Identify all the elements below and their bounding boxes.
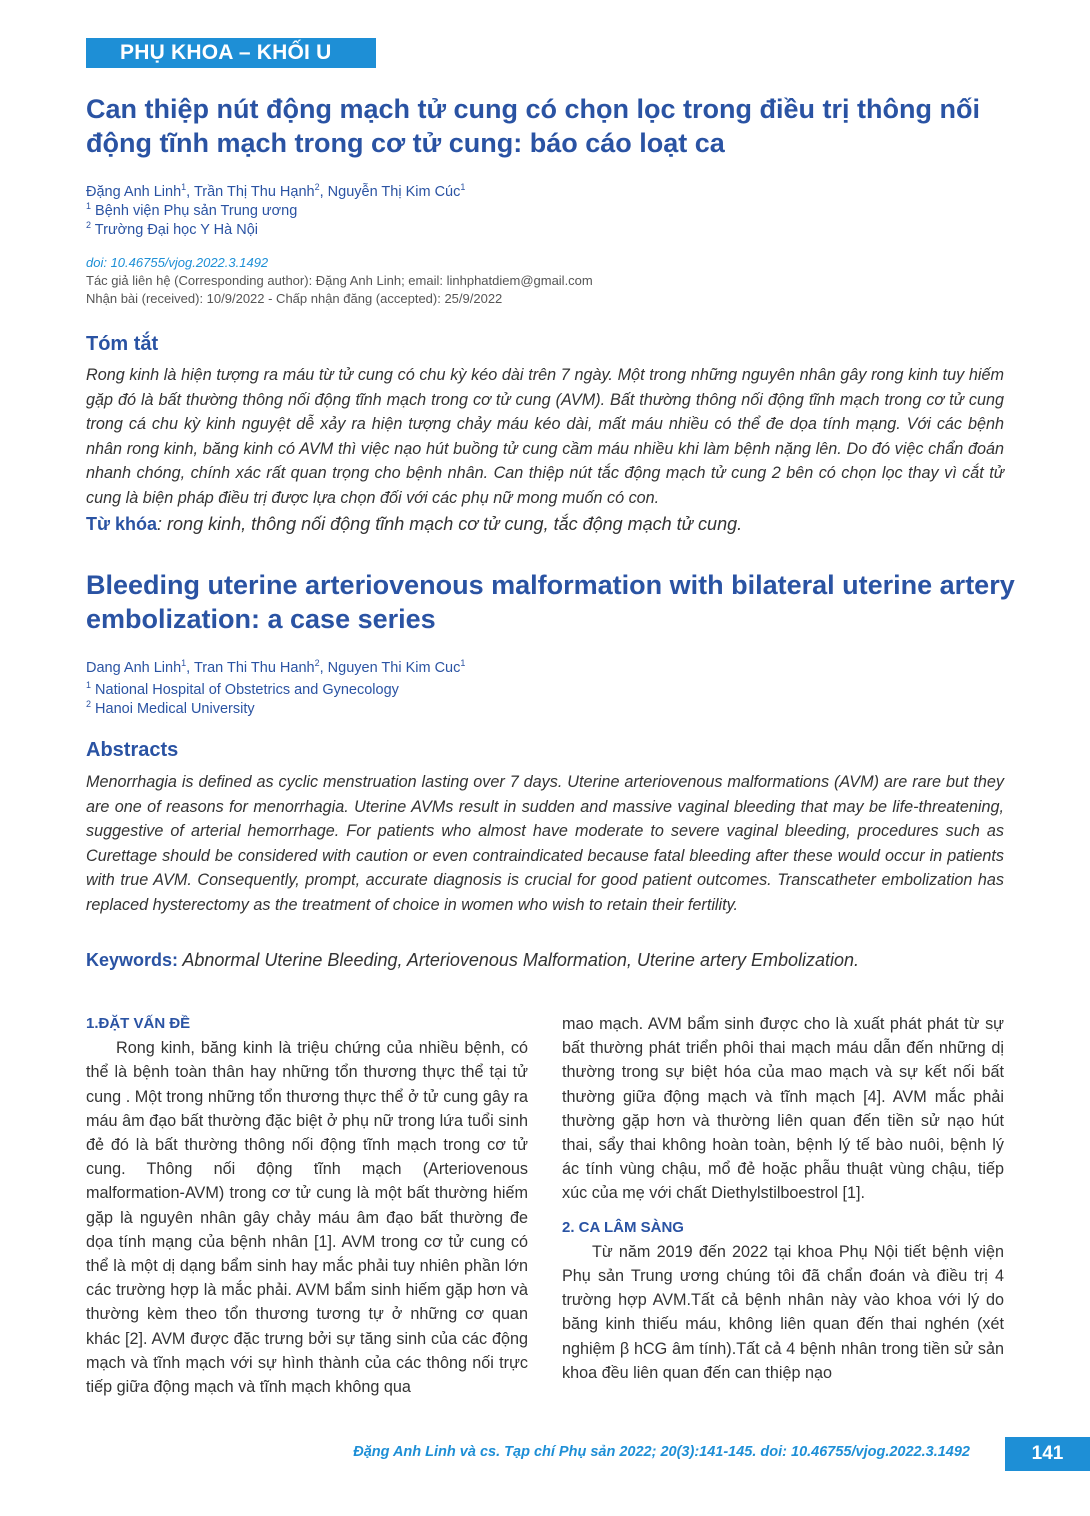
- abstract-heading-en: Abstracts: [86, 739, 179, 761]
- abstract-en: Menorrhagia is defined as cyclic menstruation lasting over 7 days. Uterine arteriovenous malformations (AVM) are rare but they are one of reasons for menorrhagia. Uterine AVMs result in sudden and massive vaginal bleeding that may be life-threatening, suggestive of arterial hemorrhage. For patients who almost have moderate to severe vaginal bleeding, procedures such as Curettage should be considered with caution or even contraindicated because fatal bleeding after these would occur in patients with true AVM. Consequently, prompt, accurate diagnosis is crucial for good patient outcomes. Transcatheter embolization has replaced hysterectomy as the treatment of choice in women who wish to retain their fertility.: [86, 773, 1004, 914]
- affiliation-sup: 1: [86, 680, 92, 690]
- body-paragraph: Rong kinh, băng kinh là triệu chứng của nhiều bệnh, có thể là bệnh toàn thân hay những tổn thương thực thể tại tử cung . Một trong những tổn thương thực thể ở tử cung gây ra máu âm đạo bất thường đặc biệt ở phụ nữ trong lứa tuổi sinh đẻ đó là bất thường thông nối động tĩnh mạch trong cơ tử cung. Thông nối động tĩnh mạch (Arteriovenous malformation-AVM) trong cơ tử cung là một bất thường hiếm gặp là nguyên nhân gây chảy máu âm đạo bất thường đe dọa tính mạng của bệnh nhân [1]. AVM trong cơ tử cung có thể là một dị dạng bẩm sinh hay mắc phải tuy nhiên phần lớn các trường hợp là mắc phải. AVM bẩm sinh hiếm gặp hơn và thường kèm theo tổn thương tương tự ở những cơ quan khác [2]. AVM được đặc trưng bởi sự tăng sinh của các động mạch và tĩnh mạch với sự hình thành của các thông nối trực tiếp giữa động mạch và tĩnh mạch không qua: [86, 1039, 528, 1397]
- doi-link[interactable]: doi: 10.46755/vjog.2022.3.1492: [86, 255, 269, 270]
- author-sup: 1: [460, 658, 466, 668]
- affiliation-sup: 2: [86, 220, 92, 230]
- author-name: Đặng Anh Linh: [86, 183, 182, 200]
- section-heading: 1.ĐẶT VẤN ĐỀ: [86, 1015, 191, 1032]
- keywords-en: [86, 948, 1016, 972]
- author-sup: 1: [460, 182, 466, 192]
- author-list-vn: Đặng Anh Linh$^1$, Trần Thị Thu Hạnh$^2$, Nguyễn Thị Kim Cúc$^1$: [86, 182, 466, 200]
- keywords-vn: [86, 512, 1016, 536]
- page-number: 141: [1005, 1437, 1090, 1471]
- section-tab: PHỤ KHOA – KHỐI U: [86, 38, 376, 68]
- keywords-text: : rong kinh, thông nối động tĩnh mạch cơ tử cung, tắc động mạch tử cung.: [157, 514, 743, 534]
- author-name: Dang Anh Linh: [86, 659, 182, 676]
- body-column-left: [86, 1012, 528, 1399]
- abstract-heading-vn: Tóm tắt: [86, 333, 159, 355]
- body-paragraph: mao mạch. AVM bẩm sinh được cho là xuất phát phát từ sự bất thường phát triển phôi thai mạch máu dẫn đến những dị thường trong sự biệt hóa của mao mạch và sự kết nối bất thường giữa động mạch và tĩnh mạch [4]. AVM mắc phải thường gặp hơn và thường liên quan đến tiền sử nạo hút thai, sẩy thai không hoàn toàn, bệnh lý tế bào nuôi, bệnh lý ác tính vùng chậu, mổ đẻ hoặc phẫu thuật vùng chậu, tiếp xúc của mẹ với chất Diethylstilboestrol [1].: [562, 1015, 1004, 1203]
- footer-citation: Đặng Anh Linh và cs. Tạp chí Phụ sản 2022; 20(3):141-145. doi: 10.46755/vjog.2022.3.1492: [353, 1444, 970, 1460]
- keywords-label: Từ khóa: [86, 514, 158, 534]
- author-sup: 2: [314, 182, 320, 192]
- author-sup: 1: [181, 658, 187, 668]
- body-paragraph: Từ năm 2019 đến 2022 tại khoa Phụ Nội tiết bệnh viện Phụ sản Trung ương chúng tôi đã chẩn đoán và điều trị 4 trường hợp AVM.Tất cả bệnh nhân này vào khoa với lý do băng kinh thiếu máu, không liên quan đến thai nghén (xét nghiệm β hCG âm tính).Tất cả 4 bệnh nhân trong tiền sử sản khoa đều liên quan đến can thiệp nạo: [562, 1242, 1004, 1382]
- author-name: Nguyen Thi Kim Cuc: [327, 659, 461, 676]
- abstract-vn: Rong kinh là hiện tượng ra máu từ tử cung có chu kỳ kéo dài trên 7 ngày. Một trong những nguyên nhân gây rong kinh tuy hiếm gặp đó là bất thường thông nối động tĩnh mạch trong cơ tử cung (AVM). Bất thường thông nối động tĩnh mạch trong cơ tử cung trong cá chu kỳ kinh nguyệt dễ xảy ra hiện tượng chảy máu kéo dài, mất máu nhiều có thể đe dọa tính mạng. Với các bệnh nhân rong kinh, băng kinh có AVM thì việc nạo hút buồng tử cung cầm máu nhiều khi làm bệnh nặng lên. Do đó việc chẩn đoán nhanh chóng, chính xác rất quan trọng cho bệnh nhân. Can thiệp nút tắc động mạch tử cung 2 bên có chọn lọc thay vì cắt tử cung là biện pháp điều trị được lựa chọn đối với các phụ nữ mong muốn có con.: [86, 366, 1004, 507]
- affiliation-sup: 1: [86, 201, 92, 211]
- affiliation-text: Trường Đại học Y Hà Nội: [94, 221, 259, 238]
- article-title-vn: Can thiệp nút động mạch tử cung có chọn lọc trong điều trị thông nối động tĩnh mạch trong cơ tử cung: báo cáo loạt ca: [86, 94, 980, 158]
- affiliation-text: Bệnh viện Phụ sản Trung ương: [95, 202, 298, 219]
- keywords-text: Abnormal Uterine Bleeding, Arteriovenous Malformation, Uterine artery Embolization.: [178, 950, 860, 970]
- affiliation-vn-2: [86, 216, 258, 240]
- author-name: Trần Thị Thu Hạnh: [193, 183, 315, 200]
- author-name: Tran Thi Thu Hanh: [193, 659, 315, 676]
- author-list-en: Dang Anh Linh$^1$, Tran Thi Thu Hanh$^2$, Nguyen Thi Kim Cuc$^1$: [86, 658, 466, 676]
- received-dates: Nhận bài (received): 10/9/2022 - Chấp nhận đăng (accepted): 25/9/2022: [86, 291, 503, 306]
- corresponding-author: Tác giả liên hệ (Corresponding author): Đặng Anh Linh; email: linhphatdiem@gmail.com: [86, 273, 593, 288]
- body-column-right: [562, 1012, 1004, 1385]
- section-heading: 2. CA LÂM SÀNG: [562, 1218, 684, 1236]
- affiliation-text: National Hospital of Obstetrics and Gynecology: [95, 681, 399, 698]
- keywords-label: Keywords:: [86, 950, 179, 970]
- author-sup: 1: [181, 182, 187, 192]
- article-title-en: Bleeding uterine arteriovenous malformation with bilateral uterine artery embolization: a case series: [86, 570, 1015, 634]
- author-sup: 2: [314, 658, 320, 668]
- affiliation-text: Hanoi Medical University: [95, 700, 255, 717]
- affiliation-sup: 2: [86, 699, 92, 709]
- affiliation-en-2: [86, 695, 255, 719]
- author-name: Nguyễn Thị Kim Cúc: [327, 183, 461, 200]
